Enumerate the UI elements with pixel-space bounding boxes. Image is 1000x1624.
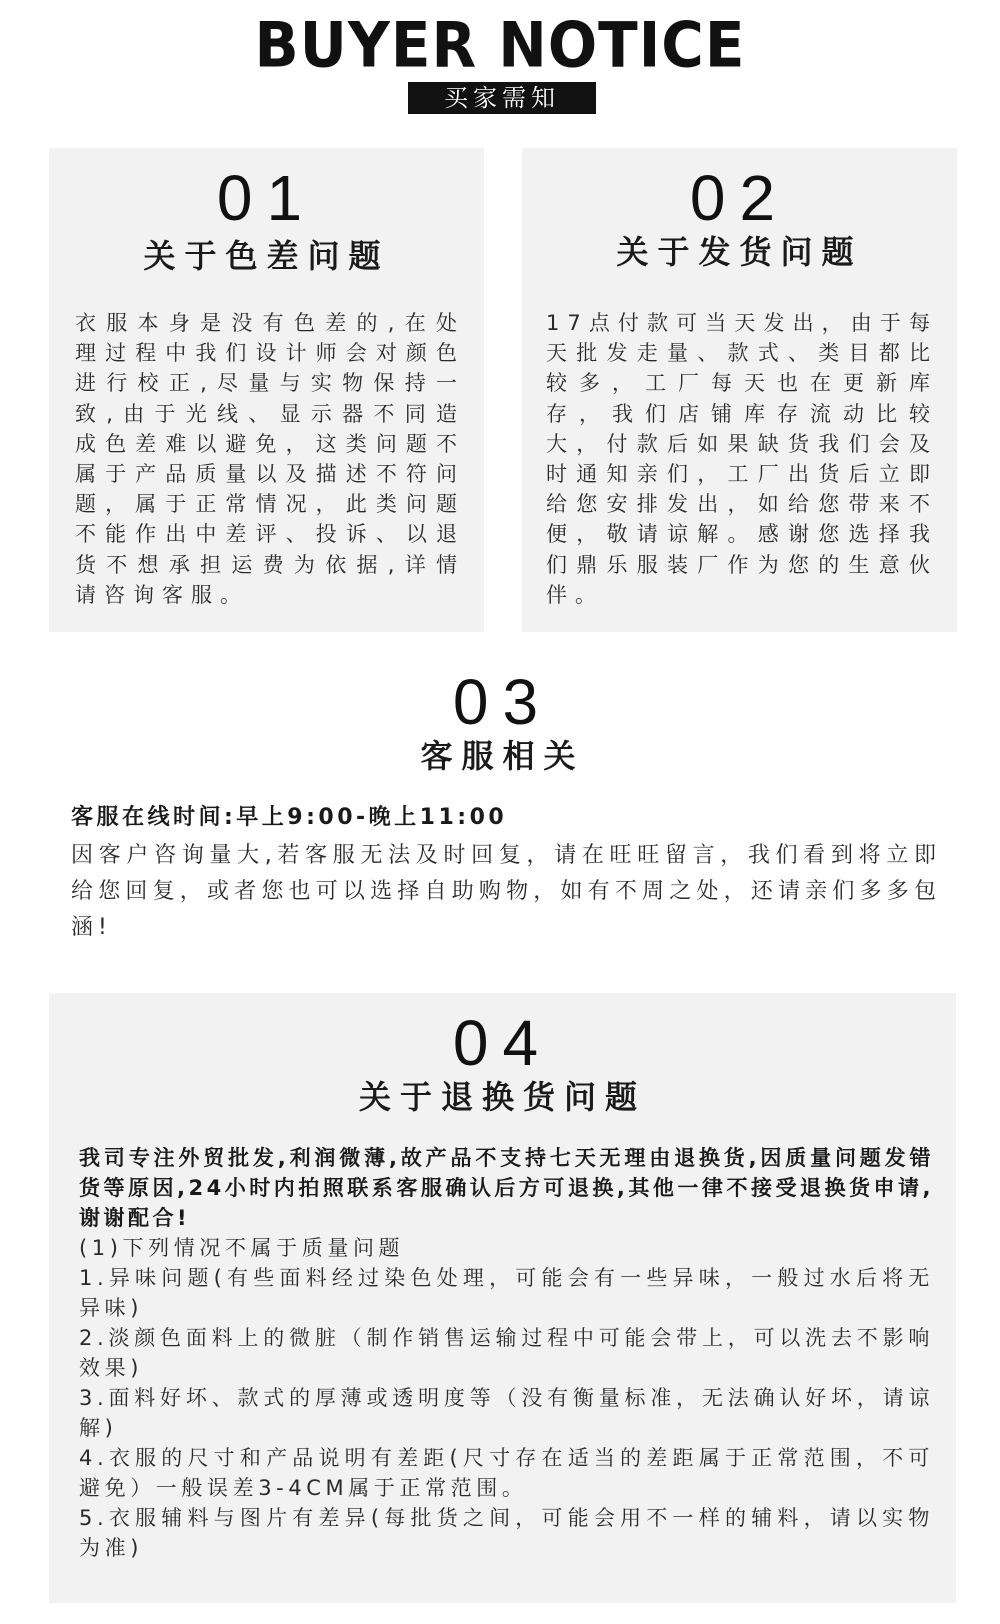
section-shipping: [522, 148, 957, 632]
list-item: 4.衣服的尺寸和产品说明有差距(尺寸存在适当的差距属于正常范围，不可避免）一般误差3-4CM属于正常范围。: [79, 1446, 934, 1500]
section-number: 01: [216, 162, 317, 234]
section-returns: [49, 993, 956, 1603]
returns-exceptions-list: [79, 1233, 934, 1563]
page-title: BUYER NOTICE: [254, 8, 746, 82]
section-body: 衣服本身是没有色差的,在处理过程中我们设计师会对颜色进行校正,尽量与实物保持一致,由于光线、显示器不同造成色差难以避免，这类问题不属于产品质量以及描述不符问题，属于正常情况，此类问题不能作出中差评、投诉、以退货不想承担运费为依据,详情请咨询客服。: [75, 311, 465, 607]
list-item: 5.衣服辅料与图片有差异(每批货之间，可能会用不一样的辅料，请以实物为准): [79, 1506, 934, 1560]
list-item: 1.异味问题(有些面料经过染色处理，可能会有一些异味，一般过水后将无异味): [79, 1266, 934, 1320]
header: [0, 0, 1000, 130]
section-title: 关于发货问题: [616, 233, 863, 271]
section-title: 客服相关: [420, 737, 585, 775]
service-hours: 客服在线时间:早上9:00-晚上11:00: [71, 805, 508, 830]
section-title: 关于退换货问题: [358, 1078, 646, 1116]
section-title: 关于色差问题: [143, 237, 390, 275]
returns-policy-intro: 我司专注外贸批发,利润微薄,故产品不支持七天无理由退换货,因质量问题发错货等原因,24小时内拍照联系客服确认后方可退换,其他一律不接受退换货申请,谢谢配合!: [79, 1146, 934, 1230]
list-item: 2.淡颜色面料上的微脏（制作销售运输过程中可能会带上，可以洗去不影响效果): [79, 1326, 934, 1380]
section-body: 17点付款可当天发出，由于每天批发走量、款式、类目都比较多，工厂每天也在更新库存，我们店铺库存流动比较大，付款后如果缺货我们会及时通知亲们，工厂出货后立即给您安排发出，如给您带来不便，敬请谅解。感谢您选择我们鼎乐服装厂作为您的生意伙伴。: [546, 311, 938, 607]
section-color-difference: [49, 148, 484, 632]
section-body: 因客户咨询量大,若客服无法及时回复，请在旺旺留言，我们看到将立即给您回复，或者您也可以选择自助购物，如有不周之处，还请亲们多多包涵!: [71, 843, 941, 940]
list-item: (1)下列情况不属于质量问题: [79, 1236, 405, 1260]
section-number: 04: [452, 1007, 553, 1079]
page-subtitle-badge: 买家需知: [408, 82, 596, 114]
section-customer-service: [49, 660, 956, 960]
section-number: 03: [452, 666, 553, 738]
list-item: 3.面料好坏、款式的厚薄或透明度等（没有衡量标准，无法确认好坏，请谅解): [79, 1386, 934, 1440]
section-number: 02: [689, 162, 790, 234]
